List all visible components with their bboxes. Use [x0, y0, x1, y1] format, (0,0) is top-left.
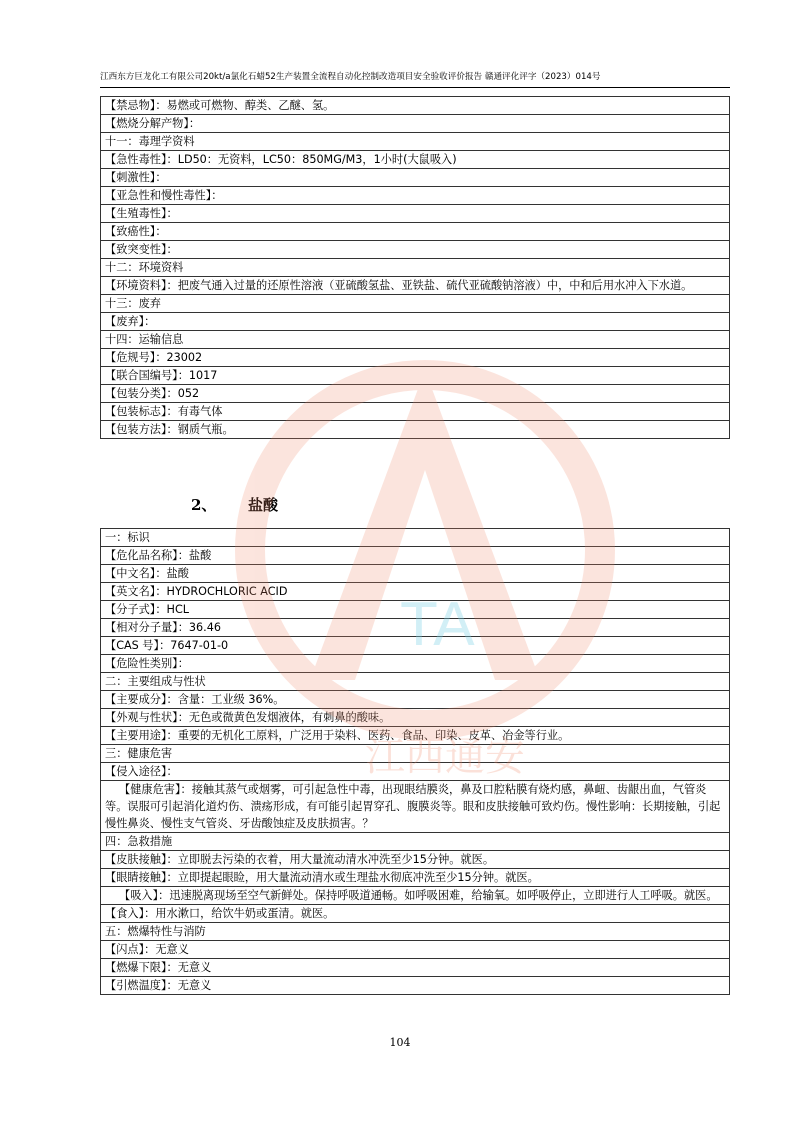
section-title-cell [101, 833, 730, 851]
section-title-cell [101, 923, 730, 941]
table-row [101, 367, 730, 385]
msds-table-hydrochloric-acid [100, 528, 730, 995]
header-rule [100, 87, 730, 88]
table-row [101, 385, 730, 403]
field-label: 【闪点】 [105, 943, 145, 956]
field-cell [101, 403, 730, 421]
field-value: ：无意义 [166, 979, 212, 992]
table-row [101, 151, 730, 169]
field-cell [101, 637, 730, 655]
field-cell [101, 851, 730, 869]
field-cell [101, 205, 730, 223]
field-cell [101, 619, 730, 637]
field-label: 【分子式】 [105, 603, 156, 616]
field-label: 【刺激性】 [105, 171, 156, 184]
section-heading [191, 494, 278, 515]
field-value: ： [211, 189, 223, 202]
field-value: ： [144, 315, 156, 328]
table-row [101, 115, 730, 133]
field-value: ：052 [166, 387, 200, 400]
section-title: 一：标识 [105, 531, 150, 544]
section-title: 二：主要组成与性状 [105, 675, 206, 688]
field-cell [101, 781, 730, 833]
field-value: ：LD50：无资料，LC50：850MG/M3，1小时(大鼠吸入) [166, 153, 457, 166]
field-label: 【包装方法】 [105, 423, 167, 436]
field-value: ：有毒气体 [166, 405, 223, 418]
table-row [101, 851, 730, 869]
field-label: 【环境资料】 [105, 279, 167, 292]
field-label: 【主要成分】 [105, 693, 167, 706]
report-header: 江西东方巨龙化工有限公司20kt/a氯化石蜡52生产装置全流程自动化控制改造项目安全验收评价报告 赣通评化评字（2023）014号 [100, 72, 601, 82]
table-row [101, 601, 730, 619]
field-cell [101, 887, 730, 905]
field-label: 【眼睛接触】 [105, 871, 167, 884]
section-title: 五：燃爆特性与消防 [105, 925, 206, 938]
field-cell [101, 583, 730, 601]
section-title: 三：健康危害 [105, 747, 173, 760]
field-value: ：易燃或可燃物、醇类、乙醚、氢。 [155, 99, 335, 112]
table-row [101, 583, 730, 601]
field-value: ： [188, 117, 201, 130]
field-value: ： [177, 657, 189, 670]
field-label: 【英文名】 [105, 585, 156, 598]
field-label: 【危险性类别】 [105, 657, 178, 670]
field-label: 【危规号】 [105, 351, 156, 364]
field-cell [101, 547, 730, 565]
table1-body [101, 97, 730, 439]
field-label: 【燃烧分解产物】 [105, 117, 189, 130]
field-value: ：重要的无机化工原料，广泛用于染料、医药、食品、印染、皮革、冶金等行业。 [166, 729, 570, 742]
table-row [101, 709, 730, 727]
field-value: ：HYDROCHLORIC ACID [155, 585, 288, 598]
table2-body [101, 529, 730, 995]
table-row [101, 637, 730, 655]
table-row [101, 905, 730, 923]
section-title: 十四：运输信息 [105, 333, 184, 346]
field-value: ：23002 [155, 351, 203, 364]
section-title-cell [101, 673, 730, 691]
table-row [101, 169, 730, 187]
field-value: ：把废气通入过量的还原性溶液（亚硫酸氢盐、亚铁盐、硫代亚硫酸钠溶液）中，中和后用水冲入下水道。 [166, 279, 693, 292]
field-label: 【外观与性状】 [105, 711, 178, 724]
table-row [101, 781, 730, 833]
field-cell [101, 655, 730, 673]
field-cell [101, 169, 730, 187]
field-value: ：迅速脱离现场至空气新鲜处。保持呼吸道通畅。如呼吸困难，给输氧。如呼吸停止，立即进行人工呼吸。就医。 [158, 889, 718, 902]
table-row [101, 941, 730, 959]
table-row [101, 565, 730, 583]
field-label: 【相对分子量】 [105, 621, 178, 634]
table-row [101, 223, 730, 241]
field-cell [101, 727, 730, 745]
field-value: ： [166, 765, 178, 778]
field-label: 【禁忌物】 [105, 99, 156, 112]
field-cell [101, 115, 730, 133]
field-value: ： [166, 243, 178, 256]
table-row [101, 745, 730, 763]
section-title: 四：急救措施 [105, 835, 173, 848]
field-value: ：接触其蒸气或烟雾，可引起急性中毒，出现眼结膜炎，鼻及口腔粘膜有烧灼感，鼻衄、齿龈出血，气管炎等。误服可引起消化道灼伤、溃疡形成，有可能引起胃穿孔、腹膜炎等。眼和皮肤接触可致灼伤。慢性影响：长期接触，引起慢性鼻炎、慢性支气管炎、牙齿酸蚀症及皮肤损害。？ [105, 783, 721, 830]
field-value: ：用水漱口，给饮牛奶或蛋清。就医。 [144, 907, 335, 920]
table-row [101, 133, 730, 151]
field-value: ：立即提起眼睑，用大量流动清水或生理盐水彻底冲洗至少15分钟。就医。 [166, 871, 539, 884]
field-value: ：含量：工业级 36%。 [166, 693, 285, 706]
field-cell [101, 601, 730, 619]
field-label: 【皮肤接触】 [105, 853, 167, 866]
field-cell [101, 977, 730, 995]
field-cell [101, 959, 730, 977]
field-label: 【侵入途径】 [105, 765, 167, 778]
table-row [101, 727, 730, 745]
field-cell [101, 565, 730, 583]
field-cell [101, 691, 730, 709]
table-row [101, 619, 730, 637]
table-row [101, 691, 730, 709]
table-row [101, 187, 730, 205]
field-cell [101, 421, 730, 439]
field-value: ：无色或微黄色发烟液体，有刺鼻的酸味。 [177, 711, 391, 724]
section-title: 十二：环境资料 [105, 261, 184, 274]
table-row [101, 97, 730, 115]
field-cell [101, 941, 730, 959]
heading-title: 盐酸 [248, 496, 279, 514]
field-value: ： [155, 171, 167, 184]
field-label: 【CAS 号】 [105, 639, 160, 652]
field-value: ：盐酸 [177, 549, 212, 562]
table-row [101, 529, 730, 547]
field-value: ：无意义 [144, 943, 189, 956]
section-title-cell [101, 331, 730, 349]
field-value: ：HCL [155, 603, 189, 616]
field-label: 【引燃温度】 [105, 979, 167, 992]
field-cell [101, 187, 730, 205]
page-number: 104 [389, 1036, 411, 1049]
watermark-text: 江西通安 [365, 734, 525, 780]
field-label: 【危化品名称】 [105, 549, 178, 562]
field-cell [101, 277, 730, 295]
field-label: 【包装标志】 [105, 405, 167, 418]
field-label: 【亚急性和慢性毒性】 [105, 189, 212, 202]
section-title-cell [101, 529, 730, 547]
field-cell [101, 367, 730, 385]
table-row [101, 313, 730, 331]
table-row [101, 673, 730, 691]
field-label: 【联合国编号】 [105, 369, 178, 382]
table-row [101, 421, 730, 439]
table-row [101, 295, 730, 313]
field-label: 【吸入】 [119, 889, 159, 902]
field-cell [101, 241, 730, 259]
heading-number: 2、 [191, 496, 217, 514]
section-title: 十三：废弃 [105, 297, 161, 310]
table-row [101, 259, 730, 277]
section-title-cell [101, 745, 730, 763]
field-label: 【致癌性】 [105, 225, 156, 238]
table-row [101, 959, 730, 977]
field-label: 【致突变性】 [105, 243, 167, 256]
table-row [101, 349, 730, 367]
field-label: 【中文名】 [105, 567, 156, 580]
field-value: ：36.46 [177, 621, 221, 634]
table-row [101, 833, 730, 851]
field-cell [101, 709, 730, 727]
section-title: 十一：毒理学资料 [105, 135, 195, 148]
table-row [101, 241, 730, 259]
table-row [101, 403, 730, 421]
field-value: ： [155, 225, 167, 238]
table-row [101, 547, 730, 565]
field-value: ：盐酸 [155, 567, 189, 580]
field-label: 【主要用途】 [105, 729, 167, 742]
table-row [101, 655, 730, 673]
field-cell [101, 349, 730, 367]
section-title-cell [101, 133, 730, 151]
field-cell [101, 869, 730, 887]
field-cell [101, 151, 730, 169]
table-row [101, 763, 730, 781]
field-value: ：立即脱去污染的衣着，用大量流动清水冲洗至少15分钟。就医。 [166, 853, 495, 866]
field-label: 【食入】 [105, 907, 145, 920]
field-cell [101, 905, 730, 923]
field-value: ：7647-01-0 [159, 639, 229, 652]
table-row [101, 331, 730, 349]
field-value: ：钢质气瓶。 [166, 423, 234, 436]
field-label: 【燃爆下限】 [105, 961, 167, 974]
field-label: 【包装分类】 [105, 387, 167, 400]
field-value: ：无意义 [166, 961, 212, 974]
section-title-cell [101, 259, 730, 277]
field-value: ： [166, 207, 178, 220]
field-cell [101, 97, 730, 115]
field-label: 【急性毒性】 [105, 153, 167, 166]
table-row [101, 277, 730, 295]
field-label: 【健康危害】 [119, 783, 181, 796]
field-cell [101, 763, 730, 781]
section-title-cell [101, 295, 730, 313]
field-cell [101, 385, 730, 403]
field-label: 【生殖毒性】 [105, 207, 167, 220]
field-cell [101, 313, 730, 331]
table-row [101, 869, 730, 887]
table-row [101, 977, 730, 995]
field-label: 【废弃】 [105, 315, 145, 328]
table-row [101, 887, 730, 905]
watermark-logo-letters: TA [400, 590, 475, 659]
field-value: ：1017 [177, 369, 218, 382]
table-row [101, 923, 730, 941]
field-cell [101, 223, 730, 241]
msds-table-chlorine-continued [100, 96, 730, 439]
table-row [101, 205, 730, 223]
